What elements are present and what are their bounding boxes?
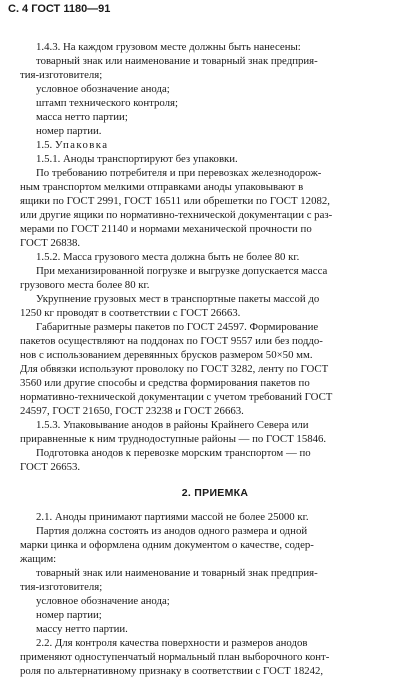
page-header: С. 4 ГОСТ 1180—91 [8,3,111,15]
text-line: 1.5.1. Аноды транспортируют без упаковки. [36,153,238,165]
text-line: Для обвязки используют проволоку по ГОСТ 3282, ленту по ГОСТ [20,363,329,375]
section-1-text [20,40,410,474]
text-line: применяют одноступенчатый нормальный план выборочного конт- [20,651,330,663]
text-line: пакетов осуществляют на поддонах по ГОСТ 9557 или без поддо- [20,335,323,347]
text-line: нов с использованием деревянных брусков размером 50×50 мм. [20,349,313,361]
section-title: 2. ПРИЕМКА [181,487,249,499]
text-line: роля по альтернативному признаку в соответствии с ГОСТ 18242, [20,665,324,677]
text-line: 1.4.3. На каждом грузовом месте должны быть нанесены: [36,41,301,53]
text-line: условное обозначение анода; [36,83,170,95]
text-line: тия-изготовителя; [20,581,103,593]
text-line: Укрупнение грузовых мест в транспортные пакеты массой до [36,293,320,305]
text-line: 24597, ГОСТ 21650, ГОСТ 23238 и ГОСТ 26663. [20,405,244,417]
text-line: условное обозначение анода; [36,595,170,607]
text-line: номер партии; [36,609,102,621]
text-line: тия-изготовителя; [20,69,103,81]
text-line: Габаритные размеры пакетов по ГОСТ 24597. Формирование [36,321,319,333]
text-line: 1250 кг проводят в соответствии с ГОСТ 26663. [20,307,241,319]
text-line: При механизированной погрузке и выгрузке допускается масса [36,265,328,277]
text-line: ГОСТ 26653. [20,461,81,473]
text-line: ным транспортом мелкими отправками аноды упаковывают в [20,181,304,193]
text-line: Партия должна состоять из анодов одного размера и одной [36,525,308,537]
text-line: 1.5.3. Упаковывание анодов в районы Крайнего Севера или [36,419,309,431]
text-line: нормативно-технической документации с учетом требований ГОСТ [20,391,333,403]
text-line: Подготовка анодов к перевозке морским транспортом — по [36,447,311,459]
text-line: 1.5. Упаковка [36,139,109,151]
text-line: масса нетто партии; [36,111,128,123]
text-line: товарный знак или наименование и товарный знак предприя- [36,55,318,67]
text-line: или другие ящики по нормативно-технической документации с раз- [20,209,333,221]
text-line: 1.5.2. Масса грузового места должна быть не более 80 кг. [36,251,300,263]
text-line: 2.1. Аноды принимают партиями массой не более 25000 кг. [36,511,309,523]
text-line: марки цинка и оформлена одним документом о качестве, содер- [20,539,314,551]
text-line: номер партии. [36,125,102,137]
text-line: 2.2. Для контроля качества поверхности и размеров анодов [36,637,308,649]
text-line: штамп технического контроля; [36,97,178,109]
text-line: жащим: [20,553,57,565]
section-2-text [20,510,410,678]
text-line: 3560 или другие способы и средства формирования пакетов по [20,377,310,389]
text-line: массу нетто партии. [36,623,128,635]
text-line: грузового места более 80 кг. [20,279,150,291]
document-body [20,40,410,678]
text-line: товарный знак или наименование и товарный знак предприя- [36,567,318,579]
text-line: ящики по ГОСТ 2991, ГОСТ 16511 или обрешетки по ГОСТ 12082, [20,195,330,207]
text-line: мерами по ГОСТ 21140 и нормами механической прочности по [20,223,312,235]
text-line: ГОСТ 26838. [20,237,81,249]
text-line: приравненные к ним труднодоступные районы — по ГОСТ 15846. [20,433,327,445]
text-line: По требованию потребителя и при перевозках железнодорож- [36,167,322,179]
